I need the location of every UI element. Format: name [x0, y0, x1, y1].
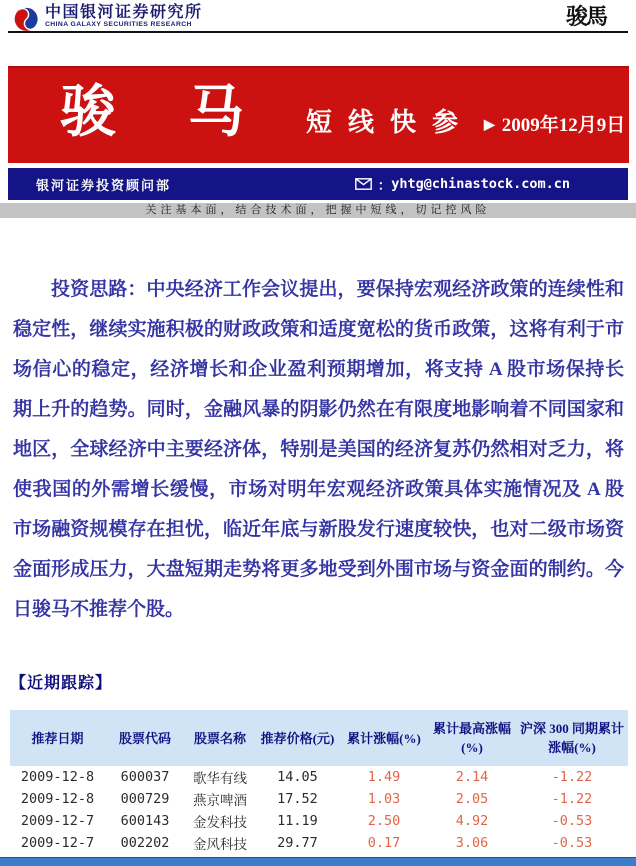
- table-cell: 燕京啤酒: [193, 793, 247, 809]
- section-title-recent-tracking: 【近期跟踪】: [10, 675, 113, 692]
- table-cell: 0.17: [367, 835, 401, 851]
- tracking-table: [10, 710, 628, 854]
- envelope-icon: [355, 178, 372, 190]
- tracking-table-header: [10, 710, 628, 766]
- table-cell: -0.53: [551, 835, 593, 851]
- table-row: [10, 810, 628, 832]
- newsletter-subtitle: 短线快参: [306, 108, 475, 137]
- table-cell: 14.05: [277, 769, 318, 785]
- contact-email[interactable]: [355, 174, 570, 194]
- table-cell: -1.22: [551, 769, 593, 785]
- triangle-marker-icon: ▶: [484, 118, 495, 133]
- column-header: 股票代码: [105, 710, 185, 766]
- org-name-cn: 中国银河证券研究所: [45, 4, 203, 21]
- commentary-paragraph: 投资思路：中央经济工作会议提出，要保持宏观经济政策的连续性和稳定性，继续实施积极的财政政策和适度宽松的货币政策，这将有利于市场信心的稳定，经济增长和企业盈利预期增加，将支持 A 股市场保持长期上升的趋势。同时，金融风暴的阴影仍然在有限度地影响着不同国家和地区，全球经济中主要经济体，特别是美国的经济复苏仍然相对乏力，将使我国的外需增长缓慢，市场对明年宏观经济政策具体实施情况及 A 股市场融资规模存在担忧，临近年底与新股发行速度较快，也对二级市场资金面形成压力，大盘短期走势将更多地受到外围市场与资金面的制约。今日骏马不推荐个股。: [13, 279, 624, 620]
- table-cell: 歌华有线: [193, 771, 247, 787]
- table-cell: 2.05: [455, 791, 489, 807]
- table-cell: 1.49: [367, 769, 401, 785]
- table-cell: 3.06: [455, 835, 489, 851]
- title-char-1: 骏: [60, 82, 116, 144]
- table-cell: 000729: [120, 791, 170, 807]
- table-cell: -0.53: [551, 813, 593, 829]
- email-separator: ：: [377, 178, 392, 194]
- table-row: [10, 766, 628, 788]
- org-name-en: CHINA GALAXY SECURITIES RESEARCH: [45, 21, 192, 28]
- table-cell: 金发科技: [193, 815, 247, 831]
- table-cell: 2009-12-7: [20, 813, 95, 829]
- column-header: 累计涨幅(%): [340, 710, 428, 766]
- table-row: [10, 788, 628, 810]
- column-header: 股票名称: [185, 710, 255, 766]
- tracking-table-body: [10, 766, 628, 854]
- column-header: 沪深 300 同期累计涨幅(%): [516, 710, 628, 766]
- table-cell: 4.92: [455, 813, 489, 829]
- table-cell: -1.22: [551, 791, 593, 807]
- masthead: [8, 0, 628, 33]
- column-header: 累计最高涨幅(%): [428, 710, 516, 766]
- table-cell: 29.77: [277, 835, 318, 851]
- investment-commentary: [0, 218, 636, 672]
- email-address[interactable]: yhtg@chinastock.com.cn: [391, 176, 570, 192]
- table-cell: 002202: [120, 835, 170, 851]
- table-cell: 2009-12-8: [20, 791, 95, 807]
- table-cell: 2.14: [455, 769, 489, 785]
- table-cell: 1.03: [367, 791, 401, 807]
- issue-date: [484, 110, 625, 137]
- table-cell: 17.52: [277, 791, 318, 807]
- department-name: 银河证券投资顾问部: [36, 177, 172, 193]
- table-cell: 2.50: [367, 813, 401, 829]
- table-cell: 2009-12-7: [20, 835, 95, 851]
- brand: [12, 4, 203, 33]
- newsletter-title: [60, 68, 244, 148]
- title-banner: [8, 66, 629, 163]
- title-char-2: 马: [188, 82, 244, 144]
- table-cell: 600143: [120, 813, 170, 829]
- galaxy-logo-icon: [12, 5, 41, 33]
- column-header: 推荐价格(元): [255, 710, 340, 766]
- junma-seal: 骏馬: [565, 4, 606, 30]
- slogan-strip: 关注基本面，结合技术面，把握中短线，切记控风险: [0, 203, 636, 218]
- issue-date-text: 2009年12月9日: [501, 115, 626, 136]
- bottom-blue-bar: [0, 857, 636, 866]
- table-cell: 2009-12-8: [20, 769, 95, 785]
- table-cell: 11.19: [277, 813, 318, 829]
- table-cell: 600037: [120, 769, 170, 785]
- column-header: 推荐日期: [10, 710, 105, 766]
- table-row: [10, 832, 628, 854]
- table-cell: 金风科技: [193, 837, 247, 853]
- department-bar: [8, 168, 628, 200]
